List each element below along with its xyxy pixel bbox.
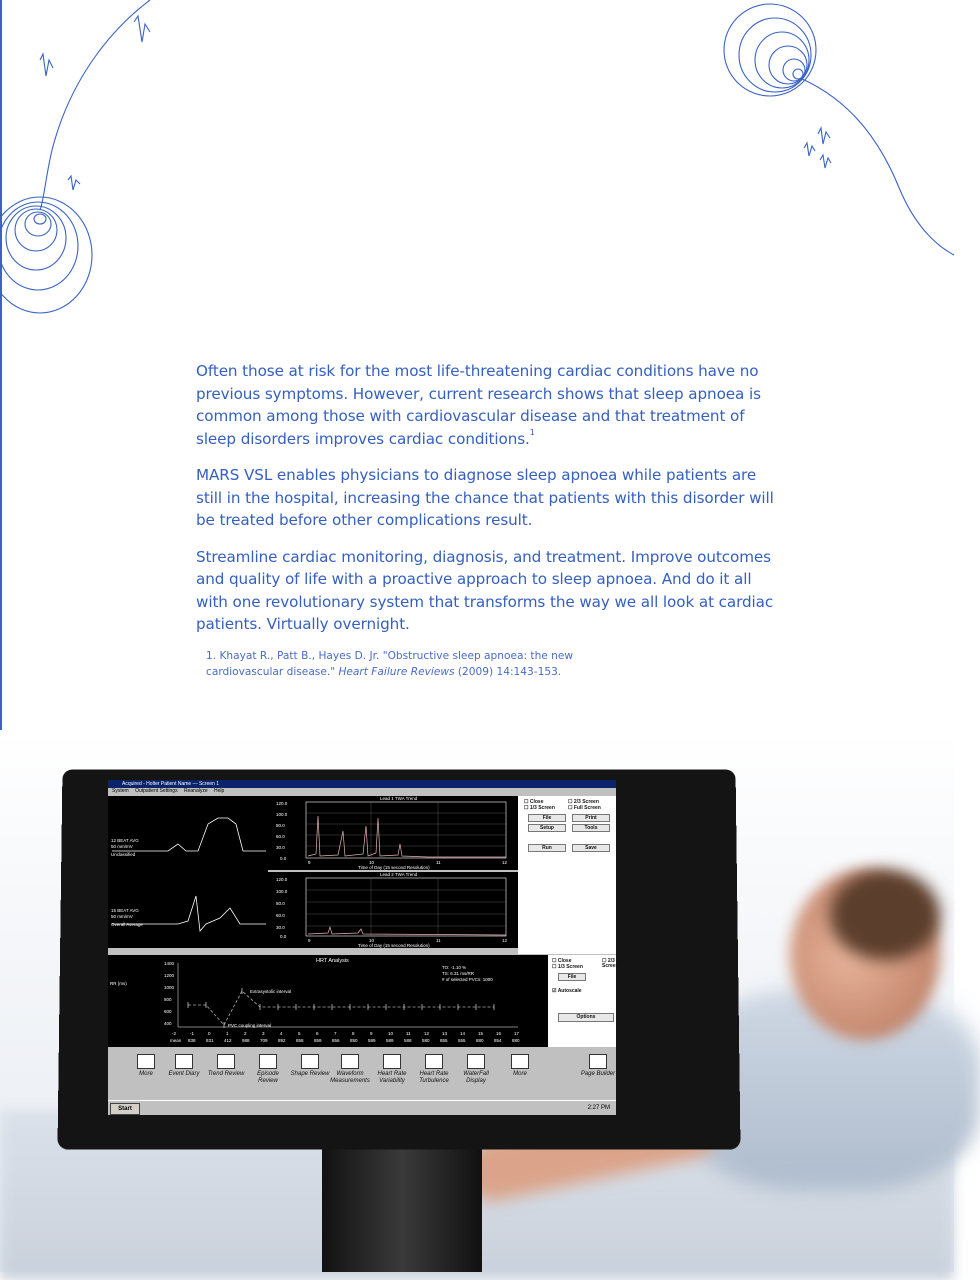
toolbar-button[interactable]	[248, 1054, 288, 1085]
hrt-x-tick-value: 859	[314, 1038, 322, 1043]
hrt-x-tick: 3	[262, 1031, 265, 1036]
tools-button[interactable]: Tools	[572, 824, 610, 832]
y-tick: 80.0	[276, 823, 285, 828]
waveform-icon	[341, 1054, 359, 1069]
hrt-third-screen-checkbox[interactable]: ☐ 1/3 Screen	[552, 964, 583, 970]
toolbar-button[interactable]	[164, 1054, 204, 1078]
decorative-swirls	[0, 0, 954, 330]
episode-icon	[259, 1054, 277, 1069]
heartbeat-glyph-icon-2	[134, 16, 150, 42]
y-tick: 0.0	[280, 856, 287, 861]
hrt-stat: TS: 6.31 ms/RR	[442, 971, 475, 976]
toolbar-button[interactable]	[330, 1054, 370, 1085]
menu-bar	[108, 788, 616, 795]
menu-item[interactable]: Reanalyze	[183, 788, 208, 794]
x-tick: 12	[502, 938, 508, 943]
twa-options-panel	[518, 796, 616, 954]
ecg-average-panel	[108, 796, 268, 948]
y-tick: 1000	[164, 985, 175, 990]
patient-hair	[830, 870, 940, 960]
full-screen-checkbox[interactable]: ☐ Full Screen	[568, 805, 601, 811]
toolbar-button[interactable]	[500, 1054, 540, 1078]
hrt-options-button[interactable]: Options	[558, 1013, 614, 1022]
y-tick: 60.0	[276, 913, 285, 918]
page-icon	[589, 1054, 607, 1069]
close-checkbox[interactable]: ☐ Close	[524, 799, 544, 805]
hrt-x-tick-value: 555	[458, 1038, 466, 1043]
trend-plot-2	[268, 872, 518, 948]
hrt-x-tick: 1	[226, 1031, 229, 1036]
taskbar	[108, 1100, 616, 1115]
hrt-x-tick: 13	[442, 1031, 448, 1036]
hrt-icon	[425, 1054, 443, 1069]
toolbar-button-label: Trend Review	[207, 1071, 245, 1077]
hrt-x-tick-value: 589	[386, 1038, 394, 1043]
footnote: 1. Khayat R., Patt B., Hayes D. Jr. "Obstructive sleep apnoea: the new cardiovascular disease." Heart Failure Reviews (2009) 14:143-153.	[206, 650, 574, 678]
hrt-x-tick-value: 580	[422, 1038, 430, 1043]
y-tick: 60.0	[276, 834, 285, 839]
hrt-x-tick-value: 588	[404, 1038, 412, 1043]
heartbeat-glyph-icon-6	[820, 155, 831, 168]
hrt-x-tick: 8	[352, 1031, 355, 1036]
toolbar-button-label: Heart Rate Turbulence	[419, 1071, 449, 1084]
hrt-x-tick: 12	[424, 1031, 430, 1036]
trend-chart-2	[268, 872, 518, 948]
hrt-x-tick-value: 892	[278, 1038, 286, 1043]
toolbar-button[interactable]	[456, 1054, 496, 1085]
hrt-x-tick: 4	[280, 1031, 283, 1036]
toolbar-button-label: Episode Review	[257, 1071, 279, 1084]
x-tick: 9	[308, 938, 311, 943]
right-spiral-icon	[724, 4, 816, 96]
hrt-x-tick-value: 589	[368, 1038, 376, 1043]
hrt-x-tick-value: 856	[332, 1038, 340, 1043]
toolbar-button-label: Event Diary	[168, 1071, 200, 1077]
taskbar-clock: 2:27 PM	[587, 1105, 610, 1111]
y-tick: 120.0	[276, 877, 288, 882]
arrow-right-icon	[511, 1054, 529, 1069]
toolbar-button-label: WaterFall Display	[463, 1071, 489, 1084]
x-tick: 10	[369, 938, 375, 943]
window-titlebar: Acquired - Holter Patient Name — Screen 1	[108, 780, 616, 788]
save-button[interactable]: Save	[572, 844, 610, 852]
y-tick: 0.0	[280, 934, 287, 939]
y-tick: 1200	[164, 973, 175, 978]
third-screen-checkbox[interactable]: ☐ 1/3 Screen	[524, 805, 555, 811]
trend-series-2	[308, 927, 506, 935]
heartbeat-glyph-icon	[40, 54, 53, 76]
hrt-x-tick: 15	[478, 1031, 484, 1036]
hrt-stat: # of selected PVCs: 1000	[442, 977, 493, 982]
trend-title: Lead 1 TWA Trend	[380, 796, 418, 801]
toolbar-button[interactable]	[578, 1054, 618, 1078]
paragraph-1: Often those at risk for the most life-threatening cardiac conditions have no previous symptoms. However, current research shows that sleep apnoea is common among those with cardiovascular disease and that treatment of sleep disorders improves cardiac conditions.$^1$	[196, 362, 761, 448]
hrt-x-tick: 17	[514, 1031, 520, 1036]
x-tick: 10	[369, 860, 375, 865]
hrt-x-tick-value: 831	[206, 1038, 214, 1043]
x-tick: 11	[436, 860, 441, 865]
toolbar-button[interactable]	[414, 1054, 454, 1085]
y-tick: 100.0	[276, 889, 288, 894]
hrt-file-button[interactable]: File	[558, 973, 586, 981]
x-tick: 11	[436, 938, 441, 943]
hrt-x-tick: 16	[496, 1031, 502, 1036]
left-spiral-icon	[0, 197, 92, 313]
hrt-x-tick: -1	[190, 1031, 195, 1036]
y-tick: 400	[164, 1021, 172, 1026]
toolbar-button[interactable]	[126, 1054, 166, 1078]
y-tick: 30.0	[276, 925, 285, 930]
hrt-x-tick: 2	[244, 1031, 247, 1036]
hrt-x-tick-value: 880	[512, 1038, 520, 1043]
ecg-label: 50 mm/mV	[111, 914, 133, 919]
y-tick: 100.0	[276, 812, 288, 817]
toolbar-button-label: More	[139, 1071, 153, 1077]
menu-item[interactable]: System	[112, 788, 129, 794]
autoscale-checkbox[interactable]: ☑ Autoscale	[552, 988, 582, 994]
hrt-x-tick: 5	[298, 1031, 301, 1036]
setup-button[interactable]: Setup	[528, 824, 566, 832]
y-tick: 30.0	[276, 845, 285, 850]
paragraph-2: MARS VSL enables physicians to diagnose sleep apnoea while patients are still in the hospital, increasing the chance that patients with this disorder will be treated before other complications result.	[196, 466, 774, 529]
right-swirl-line	[800, 78, 954, 255]
hrt-close-checkbox[interactable]: ☐ Close	[552, 958, 572, 964]
toolbar-button-label: Heart Rate Variability	[377, 1071, 407, 1084]
waterfall-icon	[467, 1054, 485, 1069]
run-button[interactable]: Run	[528, 844, 566, 852]
print-button[interactable]: Print	[572, 814, 610, 822]
hrt-x-tick: -2	[172, 1031, 177, 1036]
hrt-x-tick: 10	[388, 1031, 394, 1036]
start-button[interactable]: Start	[110, 1103, 140, 1115]
y-tick: 800	[164, 997, 172, 1002]
ecg-label: 15 BEAT AVG	[111, 908, 139, 913]
toolbar-button-label: More	[513, 1071, 527, 1077]
hrt-annotation: PVC coupling interval	[228, 1023, 272, 1028]
hrt-annotation: Extrasystolic interval	[250, 989, 292, 994]
hrt-stat: TO: -1.10 %	[442, 965, 467, 970]
hrt-x-tick: 14	[460, 1031, 466, 1036]
heartbeat-glyph-icon-5	[804, 143, 815, 156]
ecg-trace-1	[112, 818, 266, 851]
toolbar-button[interactable]	[206, 1054, 246, 1078]
hrt-x-tick-value: 854	[494, 1038, 502, 1043]
hrt-x-tick: 11	[406, 1031, 411, 1036]
trend-title: Lead 2 TWA Trend	[380, 872, 418, 877]
monitor-stand	[322, 1140, 482, 1272]
left-swirl-line	[40, 0, 150, 210]
x-axis-label: Time of Day (15 second Resolution)	[358, 943, 430, 948]
y-tick: 120.0	[276, 801, 288, 806]
hrt-x-tick-value: 880	[476, 1038, 484, 1043]
toolbar-button-label: Shape Review	[290, 1071, 330, 1077]
x-tick: 9	[308, 860, 311, 865]
x-tick: 12	[502, 860, 508, 865]
menu-item[interactable]: Help	[214, 788, 225, 794]
toolbar-button-label: Page Builder	[580, 1071, 616, 1077]
trend-icon	[217, 1054, 235, 1069]
hrt-x-tick-value: 850	[350, 1038, 358, 1043]
toolbar-button-label: Waveform Measurements	[330, 1071, 370, 1084]
function-toolbar	[108, 1048, 616, 1098]
hrt-x-tick: 0	[208, 1031, 211, 1036]
monitor-screen	[108, 780, 619, 1114]
hrt-x-tick-value: 709	[260, 1038, 268, 1043]
two-third-screen-checkbox[interactable]: ☐ 2/3 Screen	[568, 799, 599, 805]
hrt-x-tick: 9	[370, 1031, 373, 1036]
hrt-analysis-chart	[108, 955, 548, 1047]
trend-plot-1	[268, 796, 518, 870]
x-axis-label: Time of Day (15 second Resolution)	[358, 865, 430, 870]
ecg-label: 12 BEAT AVG	[111, 838, 139, 843]
hrt-two-third-checkbox[interactable]: ☐ 2/3 Screen	[602, 958, 619, 969]
hrt-x-tick: 6	[316, 1031, 319, 1036]
hrt-series	[188, 991, 494, 1025]
hrt-ylabel: RR (ms)	[110, 981, 127, 986]
toolbar-button[interactable]	[290, 1054, 330, 1078]
file-button[interactable]: File	[528, 814, 566, 822]
hrt-x-tick-value: 838	[188, 1038, 196, 1043]
hrt-x-tick-value: 988	[242, 1038, 250, 1043]
toolbar-button[interactable]	[372, 1054, 412, 1085]
hrv-icon	[383, 1054, 401, 1069]
footnote-ref: 1	[529, 427, 535, 437]
y-tick: 80.0	[276, 901, 285, 906]
hrt-title: HRT Analysis	[316, 958, 349, 964]
hrt-options-panel	[548, 955, 619, 1047]
heartbeat-glyph-icon-4	[818, 128, 830, 144]
hrt-x-tick-value: 858	[296, 1038, 304, 1043]
y-tick: 600	[164, 1009, 172, 1014]
hrt-x-tick: 7	[334, 1031, 337, 1036]
diary-icon	[175, 1054, 193, 1069]
heartbeat-glyph-icon-3	[68, 176, 80, 190]
body-copy	[196, 360, 786, 650]
trend-series-1	[308, 816, 506, 857]
menu-item[interactable]: Outpatient Settings	[135, 788, 178, 794]
ecg-label: Overall Average	[111, 922, 143, 927]
hrt-x-tick-value: 412	[224, 1038, 232, 1043]
shape-icon	[301, 1054, 319, 1069]
arrow-left-icon	[137, 1054, 155, 1069]
trend-chart-1	[268, 796, 518, 870]
hrt-x-tick-value: mean	[170, 1038, 182, 1043]
ecg-label: 50 mm/mV	[111, 844, 133, 849]
paragraph-3: Streamline cardiac monitoring, diagnosis, and treatment. Improve outcomes and quality of life with a proactive approach to sleep apnoea. And do it all with one revolutionary system that transforms the way we all look at cardiac patients. Virtually overnight.	[196, 547, 774, 633]
y-tick: 1400	[164, 961, 175, 966]
hrt-x-tick-value: 855	[440, 1038, 448, 1043]
ecg-label: Unclassified	[111, 852, 136, 857]
